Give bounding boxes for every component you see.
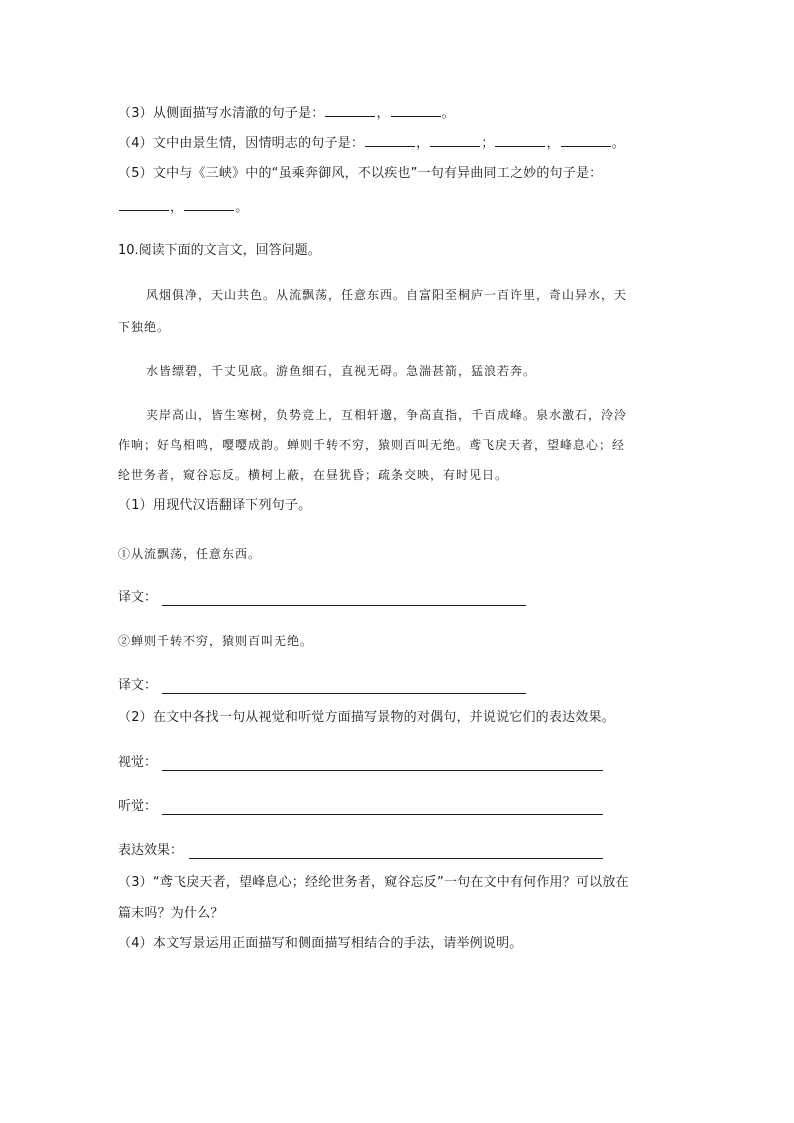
q10-sub1-item1: ①从流飘荡，任意东西。 [118,547,262,561]
separator: ； [481,136,495,151]
passage-para1-line2: 下独绝。 [118,320,171,334]
passage-para2-line1: 水皆缥碧，千丈见底。游鱼细石，直视无碍。急湍甚箭，猛浪若奔。 [146,364,537,378]
translation-label: 译文： [118,590,158,605]
answer-blank[interactable] [391,104,441,117]
q9-part3 [118,104,455,123]
visual-answer-line[interactable] [162,770,603,771]
q10-sub4-prompt: （4）本文写景运用正面描写和侧面描写相结合的手法，请举例说明。 [118,936,523,951]
q10-sub3-line1: （3）“鸢飞戾天者，望峰息心；经纶世务者，窥谷忘反”一句在文中有何作用？可以放在 [118,875,629,890]
separator: ， [376,106,390,121]
audio-answer-line[interactable] [162,814,603,815]
answer-blank[interactable] [184,198,234,211]
q9-part5-text: （5）文中与《三峡》中的“虽乘奔御风，不以疾也”一句有异曲同工之妙的句子是： [118,166,603,181]
answer-blank[interactable] [495,134,545,147]
q10-sub2-prompt: （2）在文中各找一句从视觉和听觉方面描写景物的对偶句，并说说它们的表达效果。 [118,710,615,725]
translation-label: 译文： [118,678,158,693]
passage-para3-line1: 夹岸高山，皆生寒树，负势竞上，互相轩邈，争高直指，千百成峰。泉水激石，泠泠 [146,408,628,422]
translation-answer-line-2[interactable] [162,693,526,694]
q10-sub1-item2: ②蝉则千转不穷，猿则百叫无绝。 [118,634,314,648]
q9-part5 [118,165,602,183]
q10-sub3-line2: 篇末吗？为什么？ [118,906,224,921]
end-mark: 。 [611,136,625,151]
passage-para3-line2: 作响；好鸟相鸣，嘤嘤成韵。蝉则千转不穷，猿则百叫无绝。鸢飞戾天者，望峰息心；经 [118,438,626,452]
q9-part5-answer [118,198,248,217]
effect-label: 表达效果： [118,843,184,858]
translation-answer-line-1[interactable] [162,605,526,606]
q9-part4-text: （4）文中由景生情，因情明志的句子是： [118,136,365,151]
answer-blank[interactable] [365,134,415,147]
end-mark: 。 [441,106,455,121]
q9-part3-text: （3）从侧面描写水清澈的句子是： [118,106,325,121]
answer-blank[interactable] [325,104,375,117]
separator: ， [170,200,184,215]
q10-heading: 10.阅读下面的文言文，回答问题。 [118,243,321,258]
answer-blank[interactable] [430,134,480,147]
passage-para3-line3: 纶世务者，窥谷忘反。横柯上蔽，在昼犹昏；疏条交映，有时见日。 [118,468,509,482]
answer-blank[interactable] [561,134,611,147]
separator: ， [416,136,430,151]
separator: ， [546,136,560,151]
q9-part4 [118,134,625,153]
answer-blank[interactable] [119,198,169,211]
visual-label: 视觉： [118,755,158,770]
end-mark: 。 [235,200,249,215]
audio-label: 听觉： [118,799,158,814]
passage-para1-line1: 风烟俱净，天山共色。从流飘荡，任意东西。自富阳至桐庐一百许里，奇山异水，天 [146,288,628,302]
effect-answer-line[interactable] [189,858,603,859]
q10-sub1-prompt: （1）用现代汉语翻译下列句子。 [118,498,312,513]
